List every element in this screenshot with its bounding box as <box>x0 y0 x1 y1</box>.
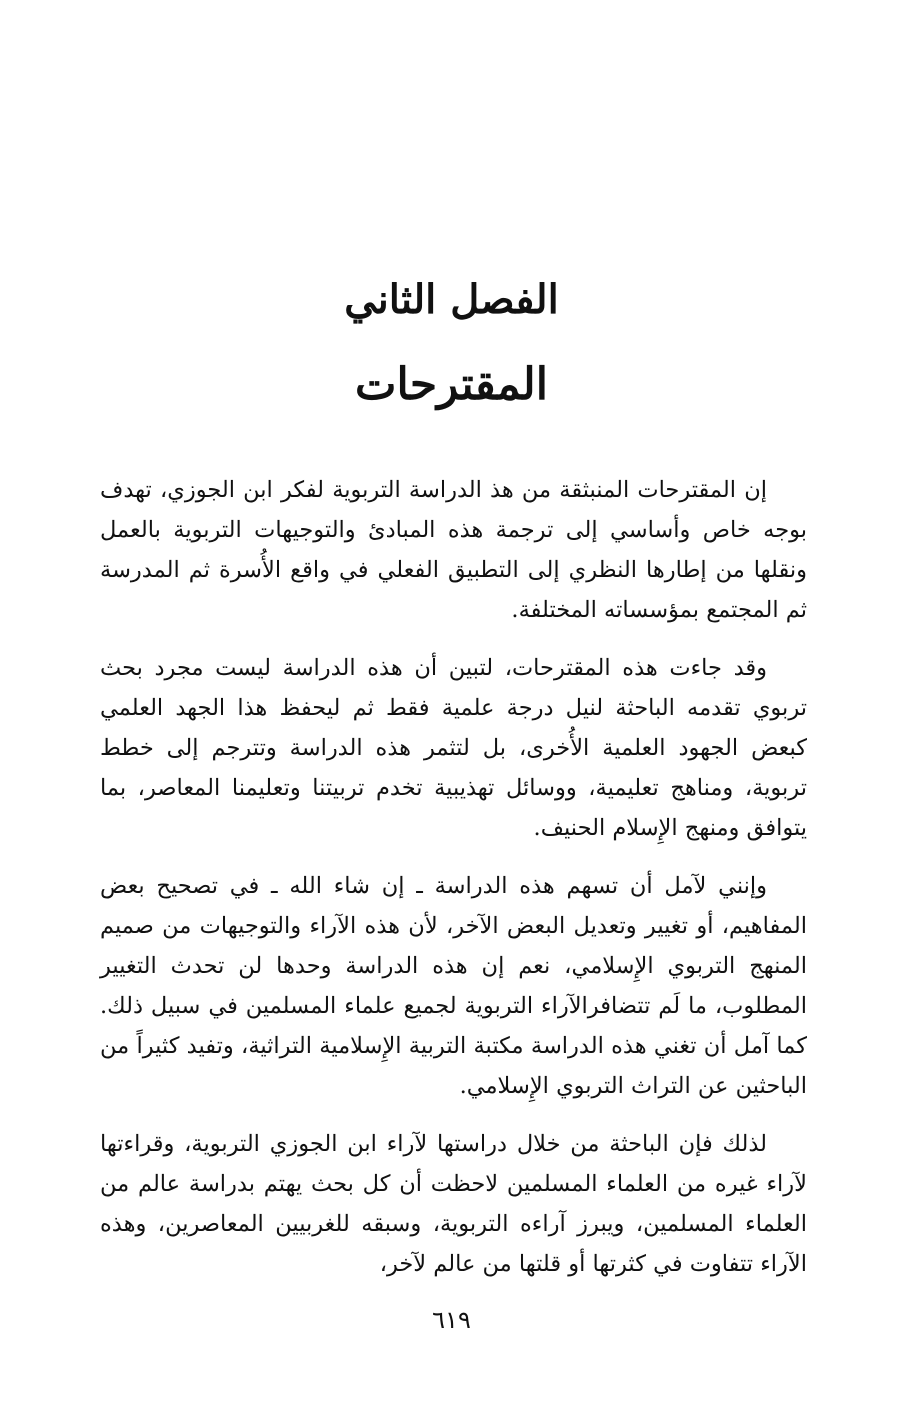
paragraph-2: وقد جاءت هذه المقترحات، لتبين أن هذه الدراسة ليست مجرد بحث تربوي تقدمه الباحثة لنيل درجة علمية فقط ثم ليحفظ هذا الجهد العلمي كبعض الجهود العلمية الأُخرى، بل لتثمر هذه الدراسة وتترجم إلى خطط تربوية، ومناهج تعليمية، ووسائل تهذيبية تخدم تربيتنا وتعليمنا المعاصر، بما يتوافق ومنهج الإِسلام الحنيف. <box>100 655 807 841</box>
paragraph-4: لذلك فإن الباحثة من خلال دراستها لآراء ابن الجوزي التربوية، وقراءتها لآراء غيره من العلماء المسلمين لاحظت أن كل بحث يهتم بدراسة عالم من العلماء المسلمين، ويبرز آراءه التربوية، وسبقه للغربيين المعاصرين، وهذه الآراء تتفاوت في كثرتها أو قلتها من عالم لآخر، <box>100 1131 807 1277</box>
page-number: ٦١٩ <box>432 1306 471 1334</box>
body-text <box>100 470 807 1302</box>
chapter-subheading: المقترحات <box>355 359 548 410</box>
paragraph-1: إن المقترحات المنبثقة من هذ الدراسة التربوية لفكر ابن الجوزي، تهدف بوجه خاص وأساسي إلى ترجمة هذه المبادئ والتوجيهات التربوية بالعمل ونقلها من إطارها النظري إلى التطبيق الفعلي في واقع الأُسرة ثم المدرسة ثم المجتمع بمؤسساته المختلفة. <box>100 477 807 623</box>
paragraph-3: وإنني لآمل أن تسهم هذه الدراسة ـ إن شاء الله ـ في تصحيح بعض المفاهيم، أو تغيير وتعديل البعض الآخر، لأن هذه الآراء والتوجيهات من صميم المنهج التربوي الإِسلامي، نعم إن هذه الدراسة وحدها لن تحدث التغيير المطلوب، ما لَم تتضافرالآراء التربوية لجميع علماء المسلمين في سبيل ذلك. كما آمل أن تغني هذه الدراسة مكتبة التربية الإِسلامية التراثية، وتفيد كثيراً من الباحثين عن التراث التربوي الإِسلامي. <box>100 873 807 1099</box>
chapter-heading: الفصل الثاني <box>344 276 559 323</box>
